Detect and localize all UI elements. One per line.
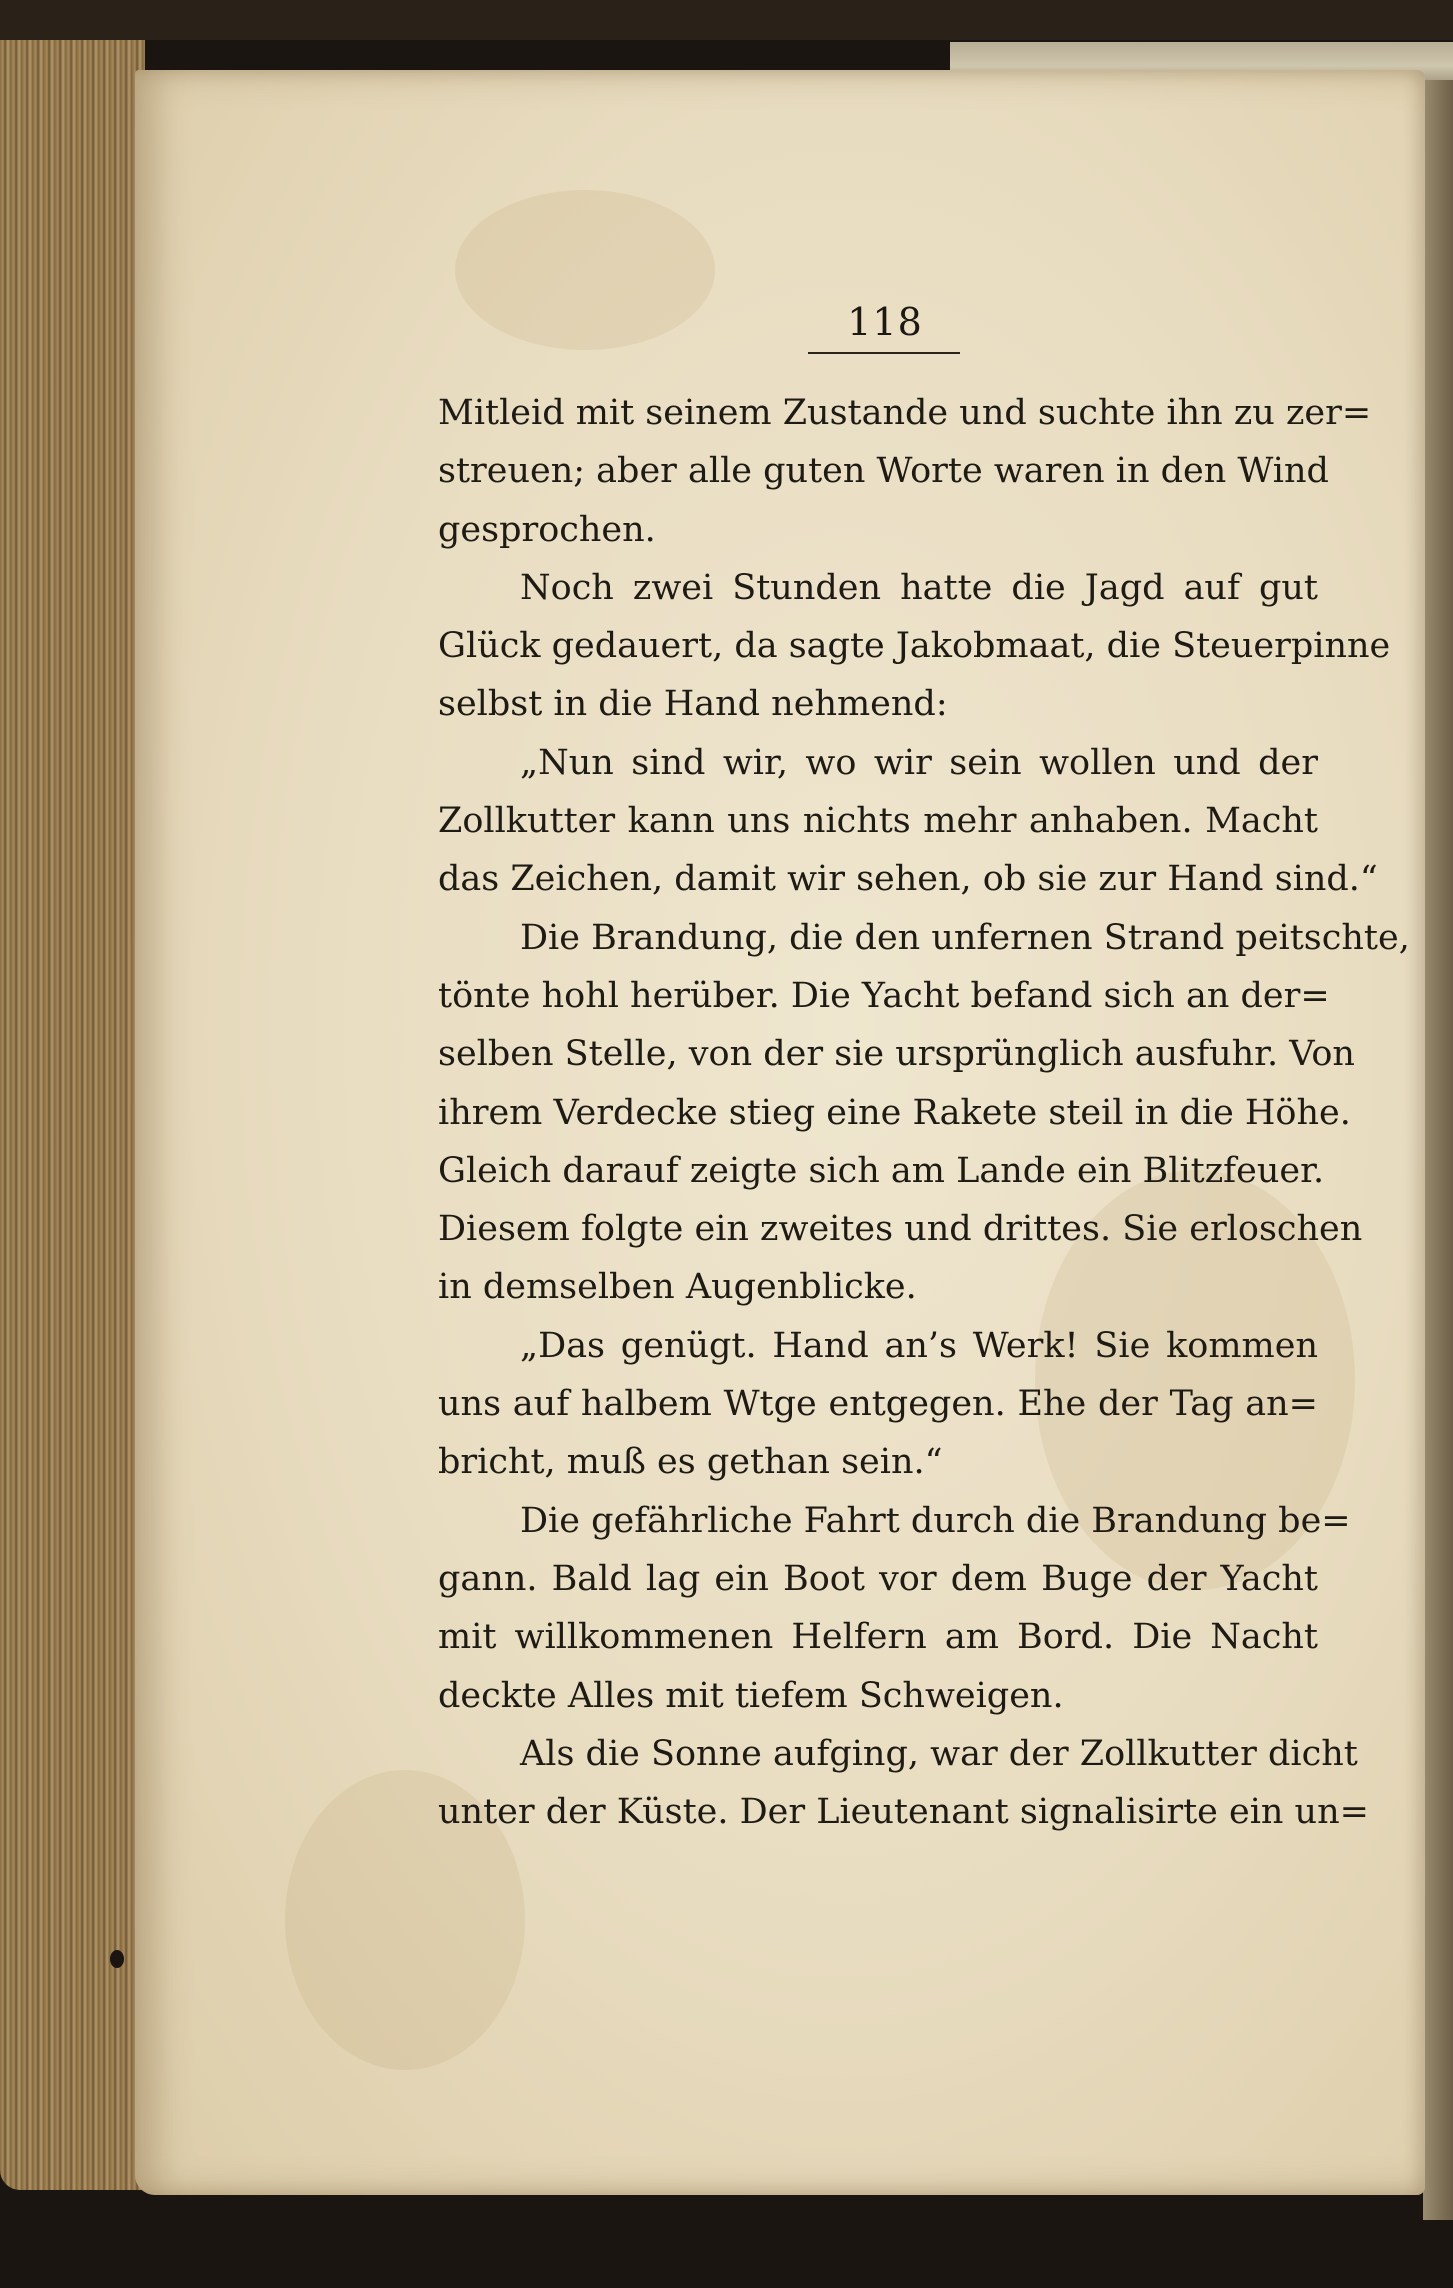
text-line: das Zeichen, damit wir sehen, ob sie zur Hand sind.“: [438, 859, 1378, 900]
text-line: streuen; aber alle guten Worte waren in den Wind: [438, 451, 1329, 492]
page-number-rule: [808, 352, 960, 354]
text-line: Glück gedauert, da sagte Jakobmaat, die Steuerpinne: [438, 626, 1391, 667]
text-line: Die gefährliche Fahrt durch die Brandung be=: [520, 1500, 1351, 1541]
page-number: 118: [847, 300, 923, 344]
scan-top-edge: [0, 0, 1453, 40]
binding-mark: [110, 1950, 124, 1968]
text-line: tönte hohl herüber. Die Yacht befand sich an der=: [438, 975, 1330, 1016]
text-line: ihrem Verdecke stieg eine Rakete steil in die Höhe.: [438, 1092, 1351, 1133]
text-line: „Nun sind wir, wo wir sein wollen und der: [520, 742, 1318, 783]
body-text: [438, 384, 1410, 1841]
text-line: Diesem folgte ein zweites und drittes. Sie erloschen: [438, 1209, 1363, 1250]
text-line: gesprochen.: [438, 509, 656, 550]
paper-stain: [455, 190, 715, 350]
text-line: bricht, muß es gethan sein.“: [438, 1442, 943, 1483]
text-line: mit willkommenen Helfern am Bord. Die Nacht: [438, 1617, 1318, 1658]
text-line: Zollkutter kann uns nichts mehr anhaben. Macht: [438, 801, 1318, 842]
text-line: selbst in die Hand nehmend:: [438, 684, 948, 725]
text-line: Noch zwei Stunden hatte die Jagd auf gut: [520, 567, 1318, 608]
text-line: selben Stelle, von der sie ursprünglich ausfuhr. Von: [438, 1034, 1355, 1075]
text-line: in demselben Augenblicke.: [438, 1267, 917, 1308]
text-line: gann. Bald lag ein Boot vor dem Buge der Yacht: [438, 1558, 1318, 1599]
text-line: Mitleid mit seinem Zustande und suchte ihn zu zer=: [438, 393, 1372, 433]
text-line: „Das genügt. Hand an’s Werk! Sie kommen: [520, 1325, 1318, 1366]
text-line: deckte Alles mit tiefem Schweigen.: [438, 1675, 1064, 1716]
text-line: unter der Küste. Der Lieutenant signalisirte ein un=: [438, 1792, 1369, 1833]
text-line: Gleich darauf zeigte sich am Lande ein Blitzfeuer.: [438, 1150, 1325, 1191]
text-line: Die Brandung, die den unfernen Strand peitschte,: [520, 917, 1410, 958]
page-edge-right: [1423, 80, 1453, 2220]
page-stack-left: [0, 40, 145, 2190]
text-line: uns auf halbem Wtge entgegen. Ehe der Tag an=: [438, 1384, 1318, 1425]
text-line: Als die Sonne aufging, war der Zollkutter dicht: [520, 1733, 1358, 1774]
